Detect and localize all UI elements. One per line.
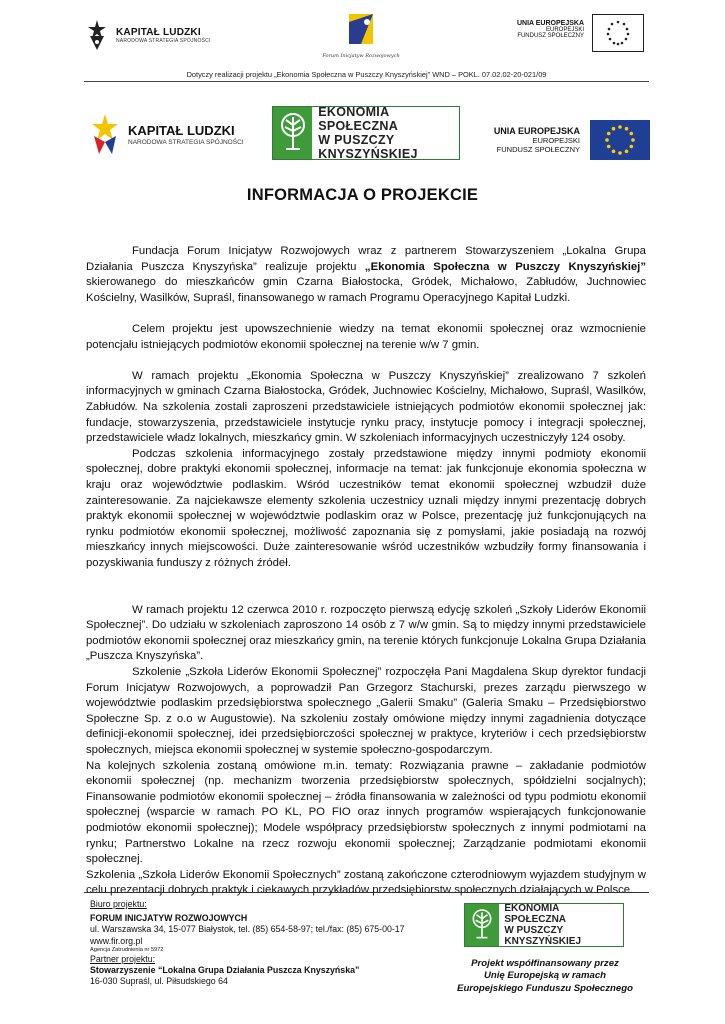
footer-divider [84, 892, 649, 893]
ue-line2: EUROPEJSKI [532, 136, 580, 145]
ekonomia-line1: EKONOMIA SPOŁECZNA [318, 105, 399, 133]
paragraph-training-details: Podczas szkolenia informacyjnego zostały przedstawione między innymi podmioty ekonomii społecznej, dobre praktyki ekonomii społecznej, informacje na temat: jak funkcjonuje ekonomia społeczna w kraju oraz województwie podlaskim. Wśród uczestników temat ekonomii społecznej wzbudził duże zainteresowanie. Za najciekawsze elementy szkolenia uczestnicy uznali między innymi prezentację dobrych praktyk ekonomii społecznej w województwie podlaskim oraz w Polsce, prezentację już funkcjonujących na rynku podmiotów ekonomii społecznej, możliwość zapoznania się z pomysłami, jakie posiadają na rozwój mieszkańcy innych miejscowości. Duże zainteresowanie wśród uczestników wzbudziły formy finansowania i pozyskiwania funduszy z różnych źródeł. [86, 447, 646, 569]
paragraph-trainings: W ramach projektu „Ekonomia Społeczna w Puszczy Knyszyńskiej” zrealizowano 7 szkoleń informacyjnych w gminach Czarna Białostocka, Gródek, Juchnowiec Kościelny, Michałowo, Supraśl, Wasilków, Zabłudów. Na szkolenia zostali zaproszeni przedstawiciele istniejących podmiotów ekonomii społecznej jak: fundacje, stowarzyszenia, przedstawiciele instytucje rynku pracy, instytucje pomocy i integracji społecznej, przedstawiciele władz lokalnych, mieszkańcy gmin. W szkoleniach informacyjnych uczestniczyły 124 osoby. [86, 369, 646, 445]
eu-flag-small-icon [592, 14, 644, 52]
ue-line3: FUNDUSZ SPOŁECZNY [496, 145, 580, 154]
partner-label: Partner projektu: [90, 953, 156, 964]
ekonomia-spoleczna-logo-footer [464, 903, 624, 947]
intro-text-a: Fundacja Forum Inicjatyw Rozwojowych wraz z partnerem Stowarzyszeniem „Lokalna Grupa Działania Puszcza Knyszyńska” realizuje projektu [86, 245, 646, 273]
kapital-name: KAPITAŁ LUDZKI [128, 122, 235, 138]
paragraph-leaders-school: W ramach projektu 12 czerwca 2010 r. rozpoczęto pierwszą edycję szkoleń „Szkoły Liderów Ekonomii Społecznej”. Do udziału w szkoleniach zaproszono 14 osób z 7 w/w gmin. Są to między innymi przedstawiciele podmiotów ekonomii społecznej oraz mieszkańcy gmin, na terenie których funkcjonuje Lokalna Grupa Działania „Puszcza Knyszyńska”. [86, 603, 646, 663]
kapital-ludzki-star-icon [90, 112, 120, 156]
ue-line1: UNIA EUROPEJSKA [493, 126, 580, 136]
paragraph-goal: Celem projektu jest upowszechnienie wiedzy na temat ekonomii społecznej oraz wzmocnienie potencjału istniejących podmiotów ekonomii społecznej na terenie w/w 7 gmin. [86, 322, 646, 351]
top-logo-bar [84, 14, 644, 64]
project-name-bold: „Ekonomia Społeczna w Puszczy Knyszyńskiej” [364, 260, 646, 273]
kapital-ludzki-logo-small [84, 18, 211, 52]
footer-ekonomia-line2: W PUSZCZY KNYSZYŃSKIEJ [504, 925, 582, 947]
kapital-sub: NARODOWA STRATEGIA SPÓJNOŚCI [128, 138, 244, 146]
partner-address: 16-030 Supraśl, ul. Piłsudskiego 64 [90, 976, 228, 987]
tree-icon [273, 107, 312, 159]
ue-logo [494, 120, 650, 160]
kapital-small-name: KAPITAŁ LUDZKI [116, 26, 201, 38]
main-logo-bar [90, 106, 650, 164]
intro-text-b: skierowanego do mieszkańców gmin Czarna Białostocka, Gródek, Michałowo, Zabłudów, Juchnowiec Kościelny, Wasilków, Supraśl, finansowanego w ramach Programu Operacyjnego Kapitał Ludzki. [86, 276, 646, 304]
cofunding-note [430, 958, 660, 995]
paragraph-study-trip: Szkolenia „Szkoła Liderów Ekonomii Społecznych” zostaną zakończone czterodniowym wyjazdem studyjnym w celu prezentacji dobrych praktyk i ciekawych przykładów przedsiębiorstw społecznych działających w Polsce. [86, 868, 646, 897]
project-reference: Dotyczy realizacji projektu „Ekonomia Społeczna w Puszczy Knyszyńskiej” WND – POKL. 07.02.02-20-021/09 [186, 70, 547, 79]
ekonomia-spoleczna-logo [272, 106, 460, 160]
document-body [86, 244, 646, 899]
cofund-line1: Projekt współfinansowany przez [471, 958, 619, 969]
agency-number: Agencja Zatrudnienia nr 5972 [90, 946, 164, 953]
ue-logo-small [517, 14, 644, 52]
office-label: Biuro projektu: [90, 899, 147, 909]
paragraph-next-topics: Na kolejnych szkolenia zostaną omówione m.in. tematy: Rozwiązania prawne – zakładanie podmiotów ekonomii społecznej (np. mechanizm tworzenia przedsiębiorstw społecznych, spółdzielni socjalnych); Finansowanie podmiotów ekonomii społecznej – źródła finansowania w zależności od typu podmiotu ekonomii społecznej (wsparcie w ramach PO KL, PO FIO oraz innych programów wspierających funkcjonowanie podmiotów ekonomii społecznej); Modele współpracy przedsiębiorstw społecznych z innymi podmiotami na rynku; Partnerstwo Lokalne na rzecz rozwoju ekonomii społecznej; Zarządzanie podmiotami ekonomii społecznej. [86, 759, 646, 866]
ue-small-line2: EUROPEJSKI [545, 27, 584, 33]
paragraph-intro [86, 244, 646, 306]
ue-small-line1: UNIA EUROPEJSKA [516, 20, 584, 27]
cofund-line3: Europejskiego Funduszu Społecznego [457, 982, 633, 994]
kapital-small-sub: NARODOWA STRATEGIA SPÓJNOŚCI [116, 37, 211, 44]
tree-icon-small [465, 904, 499, 946]
kapital-ludzki-logo [90, 112, 244, 156]
org-name: FORUM INICJATYW ROZWOJOWYCH [90, 913, 248, 924]
org-website[interactable]: www.fir.org.pl [90, 935, 143, 946]
ekonomia-line2: W PUSZCZY KNYSZYŃSKIEJ [318, 133, 418, 161]
footer-ekonomia-line1: EKONOMIA SPOŁECZNA [504, 903, 567, 925]
eu-flag-icon [590, 120, 650, 160]
fir-caption: Forum Inicjatyw Rozwojowych [322, 53, 400, 59]
footer-contact [90, 899, 470, 987]
fir-emblem-icon [341, 12, 381, 46]
ue-small-line3: FUNDUSZ SPOŁECZNY [517, 33, 584, 39]
cofund-line2: Unię Europejską w ramach [483, 970, 607, 982]
org-address: ul. Warszawska 34, 15-077 Białystok, tel. (85) 654-58-97; tel./fax: (85) 675-00-17 [90, 924, 405, 935]
partner-name: Stowarzyszenie “Lokalna Grupa Działania Puszcza Knyszyńska” [90, 965, 360, 976]
fir-logo [316, 12, 406, 64]
paragraph-leaders-training: Szkolenie „Szkoła Liderów Ekonomii Społecznej” rozpoczęła Pani Magdalena Skup dyrektor fundacji Forum Inicjatyw Rozwojowych, a poprowadził Pan Grzegorz Stachurski, prezes zarządu pierwszego w województwie podlaskim przedsiębiorstwa społecznego „Galerii Smaku” (Galeria Smaku – Przedsiębiorstwo Społeczne Sp. z o.o w Augustowie). Na szkoleniu zostały omówione między innymi zagadnienia dotyczące definicji-ekonomii społecznej, idei przedsiębiorczości społecznej w praktyce, kryteriów i cech przedsiębiorstw społecznych, miejsca ekonomii społecznej w systemie społeczno-gospodarczym. [86, 666, 646, 756]
kapital-ludzki-icon [84, 18, 110, 52]
header-divider [84, 81, 649, 82]
page-title: INFORMACJA O PROJEKCIE [246, 186, 479, 204]
